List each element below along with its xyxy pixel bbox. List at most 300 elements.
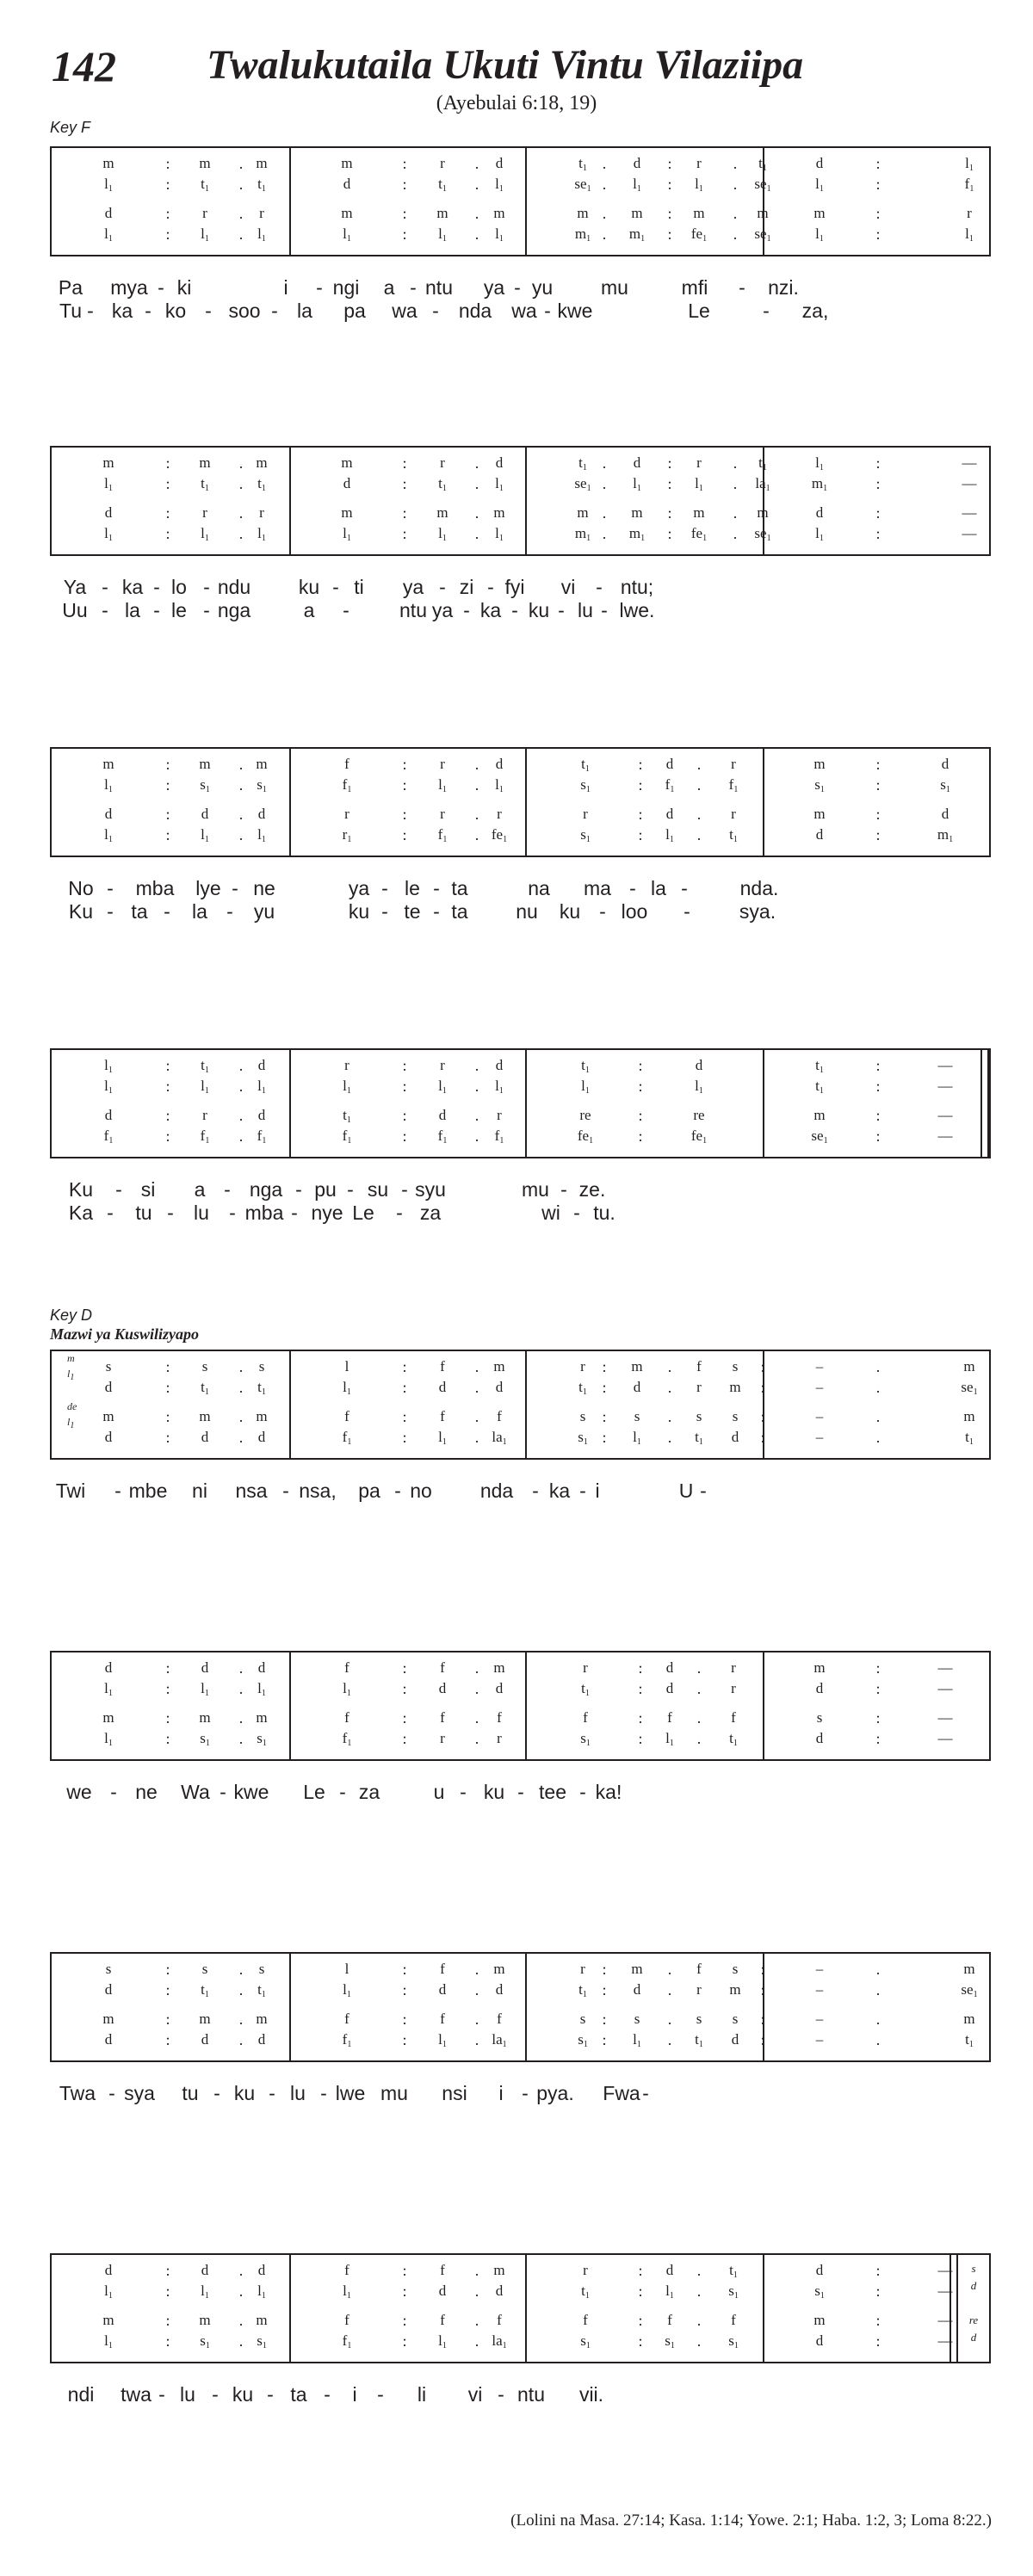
hyphen: -: [684, 900, 690, 923]
beat-separator: .: [238, 2031, 244, 2048]
beat-separator: .: [238, 1429, 244, 1446]
solfa-note: m: [102, 2312, 114, 2328]
solfa-note: $t_1$: [343, 1107, 351, 1125]
beat-separator: .: [474, 1659, 479, 1677]
hyphen: -: [213, 2082, 220, 2104]
beat-separator: :: [165, 1961, 170, 1978]
voice-row-2: [52, 475, 989, 497]
beat-separator: .: [474, 2332, 479, 2350]
beat-separator: .: [474, 776, 479, 794]
lyric-syllable: U: [678, 1480, 694, 1502]
solfa-note: d: [257, 1107, 266, 1123]
solfa-note: m: [199, 1408, 211, 1424]
lyric-syllable: ka: [121, 576, 144, 598]
solfa-note: f: [344, 2312, 349, 2328]
solfa-note: d: [343, 176, 351, 192]
beat-separator: :: [875, 504, 881, 522]
solfa-note: d: [257, 2262, 266, 2278]
solfa-note: s: [732, 1408, 739, 1424]
solfa-note: –: [815, 1379, 824, 1395]
lyric-syllable: Ya: [63, 576, 87, 598]
beat-separator: :: [165, 1057, 170, 1074]
solfa-note: $l_1$: [965, 155, 974, 173]
beat-separator: :: [165, 1429, 170, 1446]
lyric-syllable: la: [651, 877, 666, 899]
beat-separator: :: [602, 1961, 607, 1978]
solfa-note: –: [815, 1408, 824, 1424]
beat-separator: .: [733, 454, 738, 472]
solfa-note: $t_1$: [581, 756, 590, 774]
solfa-note: d: [104, 806, 113, 822]
solfa-note: m: [256, 155, 268, 171]
key-signature-d: Key D: [50, 1307, 93, 1324]
lyric-syllable: zi: [459, 576, 474, 598]
solfa-note: $t_1$: [695, 2031, 703, 2049]
lyric-syllable: mba: [244, 1202, 284, 1224]
voice-row-4: [52, 1127, 987, 1150]
solfa-note: $se_1$: [574, 475, 591, 493]
hyphen: -: [463, 599, 470, 621]
lyric-syllable: Wa: [181, 1781, 210, 1803]
beat-separator: .: [602, 155, 607, 172]
beat-separator: .: [875, 1358, 881, 1375]
solfa-note: s: [201, 1961, 208, 1977]
beat-separator: :: [165, 2283, 170, 2300]
beat-separator: .: [667, 2011, 672, 2028]
beat-separator: :: [402, 1680, 407, 1697]
lyric-syllable: ntu: [399, 599, 427, 621]
voice-row-1: [52, 2262, 989, 2284]
hyphen: -: [269, 2082, 275, 2104]
solfa-note: $se_1$: [811, 1127, 828, 1146]
solfa-note: f: [440, 1961, 445, 1977]
beat-separator: .: [474, 2031, 479, 2048]
lyric-syllable: li: [417, 2383, 427, 2406]
beat-separator: :: [165, 1730, 170, 1747]
solfa-note: d: [665, 756, 674, 772]
solfa-note: f: [440, 1709, 445, 1726]
solfa-note: m: [631, 1961, 643, 1977]
solfa-note: $t_1$: [438, 176, 447, 194]
beat-separator: :: [875, 525, 881, 542]
voice-row-2: [52, 1379, 989, 1401]
beat-separator: .: [238, 2312, 244, 2329]
beat-separator: .: [602, 475, 607, 492]
hyphen: -: [401, 1178, 408, 1201]
solfa-note: d: [257, 2031, 266, 2048]
beat-separator: :: [165, 2011, 170, 2028]
beat-separator: :: [402, 205, 407, 222]
beat-separator: :: [602, 1358, 607, 1375]
beat-separator: .: [238, 2262, 244, 2279]
beat-separator: :: [165, 475, 170, 492]
solfa-note: d: [665, 806, 674, 822]
voice-row-2: [52, 1680, 989, 1702]
beat-separator: .: [733, 155, 738, 172]
solfa-note: re: [693, 1107, 705, 1123]
beat-separator: .: [474, 1127, 479, 1145]
voice-row-3: [52, 1107, 987, 1129]
solfa-note: $l_1$: [965, 225, 974, 244]
solfa-note: $l_1$: [495, 525, 504, 543]
solfa-note: $l_1$: [257, 225, 266, 244]
solfa-note: r: [202, 1107, 207, 1123]
solfa-note: m: [256, 1408, 268, 1424]
beat-separator: .: [474, 2283, 479, 2300]
beat-separator: :: [165, 2262, 170, 2279]
lyric-syllable: la: [125, 599, 140, 621]
lyric-syllable: we: [66, 1781, 92, 1803]
solfa-note: $l_1$: [104, 776, 113, 794]
solfa-note: f: [696, 1961, 702, 1977]
solfa-note: m: [341, 205, 353, 221]
lyric-syllable: fyi: [504, 576, 525, 598]
solfa-note: $l_1$: [201, 1078, 209, 1096]
solfa-note: m: [577, 504, 589, 521]
lyric-syllable: Twi: [55, 1480, 86, 1502]
solfa-note: $se_1$: [574, 176, 591, 194]
solfa-note: d: [104, 1659, 113, 1676]
beat-separator: :: [402, 1709, 407, 1727]
hyphen: -: [511, 599, 518, 621]
solfa-note: $f_1$: [342, 1127, 352, 1146]
solfa-note: m: [813, 205, 826, 221]
hyphen: -: [573, 1202, 580, 1224]
solfa-note: f: [731, 1709, 736, 1726]
solfa-note: $t_1$: [578, 1379, 587, 1397]
hyphen: -: [87, 300, 94, 322]
beat-separator: .: [238, 1961, 244, 1978]
hyphen: -: [267, 2383, 274, 2406]
beat-separator: :: [402, 1730, 407, 1747]
solfa-note: m: [813, 806, 826, 822]
lyric-syllable: nda.: [739, 877, 779, 899]
beat-separator: .: [602, 176, 607, 193]
solfa-note: $t_1$: [581, 1057, 590, 1075]
lyric-syllable: ku: [348, 900, 370, 923]
beat-separator: :: [875, 475, 881, 492]
music-system-8: [50, 2253, 991, 2406]
solfa-note: $l_1$: [104, 2332, 113, 2351]
lyric-syllable: Tu: [59, 300, 82, 322]
hyphen: -: [203, 576, 210, 598]
solfa-note: r: [731, 1680, 736, 1696]
hyphen: -: [544, 300, 551, 322]
solfa-note: $s_1$: [200, 776, 210, 794]
solfa-note: d: [438, 1981, 447, 1998]
solfa-note: r: [696, 1379, 702, 1395]
beat-separator: .: [238, 1730, 244, 1747]
hyphen: -: [102, 599, 108, 621]
beat-separator: :: [638, 1107, 643, 1124]
solfa-note: f: [344, 2011, 349, 2027]
beat-separator: :: [875, 205, 881, 222]
solfa-note: $l_1$: [495, 1078, 504, 1096]
solfa-note: m: [199, 155, 211, 171]
solfa-note: $f_1$: [665, 776, 675, 794]
hyphen: -: [560, 1178, 567, 1201]
beat-separator: :: [875, 1107, 881, 1124]
beat-separator: :: [402, 454, 407, 472]
solfa-note: $s_1$: [814, 2283, 825, 2301]
solfa-note: r: [497, 1730, 502, 1746]
solfa-note: $l_1$: [343, 1078, 351, 1096]
hyphen: -: [332, 576, 339, 598]
hyphen: -: [514, 276, 521, 299]
solfa-note: m: [631, 504, 643, 521]
solfa-note: d: [201, 1429, 209, 1445]
solfa-note: r: [731, 756, 736, 772]
beat-separator: :: [667, 475, 672, 492]
scripture-reference: (Ayebulai 6:18, 19): [436, 92, 597, 114]
solfa-note: $l_1$: [815, 454, 824, 473]
solfa-note: —: [937, 1730, 953, 1746]
lyric-syllable: ya: [483, 276, 505, 299]
solfa-note: $t_1$: [729, 2262, 738, 2280]
beat-separator: :: [165, 826, 170, 843]
beat-separator: .: [667, 1408, 672, 1425]
beat-separator: :: [165, 806, 170, 823]
lyric-syllable: lye: [195, 877, 221, 899]
solfa-note: d: [495, 1680, 504, 1696]
solfa-note: d: [633, 1981, 641, 1998]
solfa-note: $t_1$: [257, 1379, 266, 1397]
solfa-note: r: [440, 155, 445, 171]
beat-separator: .: [733, 525, 738, 542]
solfa-note: r: [583, 806, 588, 822]
solfa-note: $m_1$: [937, 826, 954, 844]
solfa-note: r: [696, 454, 702, 471]
lyric-syllable: za,: [801, 300, 829, 322]
beat-separator: .: [474, 176, 479, 193]
hyphen: -: [115, 1178, 122, 1201]
beat-separator: :: [602, 1429, 607, 1446]
lyric-syllable: ta: [451, 900, 468, 923]
solfa-note: m: [493, 504, 505, 521]
hyphen: -: [596, 576, 603, 598]
hyphen: -: [522, 2082, 529, 2104]
solfa-note: $l_1$: [343, 2283, 351, 2301]
lyric-syllable: syu: [415, 1178, 446, 1201]
solfa-note: f: [440, 2011, 445, 2027]
beat-separator: :: [165, 2031, 170, 2048]
solfa-note: f: [696, 1358, 702, 1374]
solfa-note: $f_1$: [964, 176, 974, 194]
solfa-note: $s_1$: [257, 776, 267, 794]
solfa-note: r: [440, 454, 445, 471]
solfa-note: $s_1$: [580, 776, 591, 794]
beat-separator: :: [875, 1078, 881, 1095]
beat-separator: .: [238, 475, 244, 492]
hyphen: -: [739, 276, 745, 299]
beat-separator: .: [667, 2031, 672, 2048]
beat-separator: :: [760, 1961, 765, 1978]
lyric-syllable: a: [303, 599, 315, 621]
hyphen: -: [601, 599, 608, 621]
solfa-note: m: [199, 2011, 211, 2027]
beat-separator: .: [733, 504, 738, 522]
solfa-note: —: [937, 2262, 953, 2278]
solfa-note: $f_1$: [200, 1127, 210, 1146]
beat-separator: .: [474, 806, 479, 823]
solfa-note: f: [667, 1709, 672, 1726]
beat-separator: :: [638, 1659, 643, 1677]
solfa-note: s: [258, 1358, 265, 1374]
solfa-note: m: [256, 2011, 268, 2027]
solfa-note: $se_1$: [961, 1379, 978, 1397]
lyric-line-1: [52, 876, 989, 900]
solfa-note: d: [665, 2262, 674, 2278]
beat-separator: .: [238, 155, 244, 172]
lyric-syllable: ta: [131, 900, 148, 923]
solfa-note: $l_1$: [104, 1057, 113, 1075]
section-label: Mazwi ya Kuswilizyapo: [50, 1325, 200, 1343]
beat-separator: :: [402, 2031, 407, 2048]
solfa-note: $l_1$: [257, 1078, 266, 1096]
solfa-note: $s_1$: [940, 776, 950, 794]
solfa-note: $t_1$: [201, 1057, 209, 1075]
solfa-note: s: [201, 1358, 208, 1374]
beat-separator: :: [667, 225, 672, 243]
hyphen: -: [107, 877, 114, 899]
solfa-note: r: [202, 504, 207, 521]
solfa-note: d: [633, 454, 641, 471]
hyphen: -: [487, 576, 494, 598]
beat-separator: .: [238, 1659, 244, 1677]
beat-separator: :: [875, 1709, 881, 1727]
solfa-note: d: [257, 1429, 266, 1445]
beat-separator: .: [474, 205, 479, 222]
hyphen: -: [291, 1202, 298, 1224]
voice-row-4: [52, 826, 989, 849]
beat-separator: .: [238, 776, 244, 794]
beat-separator: :: [638, 1127, 643, 1145]
beat-separator: :: [402, 2283, 407, 2300]
lyric-syllable: ka!: [595, 1781, 622, 1803]
solfa-note: $l_1$: [104, 1078, 113, 1096]
solfa-note: d: [104, 1429, 113, 1445]
beat-separator: :: [402, 2312, 407, 2329]
hyphen: -: [410, 276, 417, 299]
beat-separator: :: [638, 2312, 643, 2329]
solfa-note: $t_1$: [201, 475, 209, 493]
solfa-note: d: [815, 2332, 824, 2349]
solfa-note: –: [815, 2011, 824, 2027]
solfa-note: d: [815, 1730, 824, 1746]
solfa-note: $l_1$: [201, 225, 209, 244]
lyric-syllable: nga: [249, 1178, 283, 1201]
solfa-note: d: [815, 155, 824, 171]
beat-separator: .: [733, 205, 738, 222]
beat-separator: :: [875, 2262, 881, 2279]
beat-separator: .: [238, 225, 244, 243]
solfa-note: $se_1$: [961, 1981, 978, 1999]
lyric-syllable: wa: [511, 300, 537, 322]
beat-separator: :: [602, 2031, 607, 2048]
hyphen: -: [271, 300, 278, 322]
lyric-line-1: [52, 1479, 989, 1503]
beat-separator: .: [238, 1057, 244, 1074]
beat-separator: .: [238, 205, 244, 222]
hyphen: -: [226, 900, 233, 923]
lyric-syllable: Le: [352, 1202, 374, 1224]
beat-separator: :: [875, 176, 881, 193]
solfa-note: m: [493, 1659, 505, 1676]
solfa-note: r: [259, 205, 264, 221]
voice-row-4: [52, 2031, 989, 2054]
solfa-note: $t_1$: [758, 454, 767, 473]
solfa-note: m: [757, 504, 769, 521]
solfa-note: m: [729, 1379, 741, 1395]
solfa-note: $f_1$: [437, 826, 448, 844]
solfa-note: r: [580, 1961, 585, 1977]
solfa-note: $la_1$: [492, 2031, 507, 2049]
solfa-note: d: [257, 1057, 266, 1073]
solfa-note: —: [937, 2283, 953, 2299]
solfa-note: f: [667, 2312, 672, 2328]
lyric-syllable: ndi: [67, 2383, 95, 2406]
hyphen: -: [460, 1781, 467, 1803]
solfa-note: f: [497, 2011, 502, 2027]
solfa-note: $l_1$: [438, 525, 447, 543]
beat-separator: .: [238, 826, 244, 843]
beat-separator: .: [238, 1981, 244, 1998]
solfa-note: $l_1$: [343, 1379, 351, 1397]
solfa-note: s: [696, 2011, 702, 2027]
beat-separator: :: [667, 504, 672, 522]
lyric-syllable: a: [383, 276, 395, 299]
beat-separator: :: [402, 1379, 407, 1396]
lyric-syllable: Le: [688, 300, 710, 322]
solfa-note: s: [579, 1408, 586, 1424]
solfa-note: d: [104, 205, 113, 221]
beat-separator: :: [402, 475, 407, 492]
lyric-syllable: sya: [124, 2082, 155, 2104]
solfa-note: $l_1$: [104, 1680, 113, 1698]
solfa-note: —: [937, 1057, 953, 1073]
music-system-4: [50, 1048, 991, 1224]
solfa-note: $s_1$: [728, 2332, 739, 2351]
beat-separator: .: [602, 454, 607, 472]
hyphen: -: [439, 576, 446, 598]
beat-separator: .: [238, 454, 244, 472]
beat-separator: .: [667, 1429, 672, 1446]
solfa-note: r: [967, 205, 972, 221]
solfa-note: $l_1$: [104, 225, 113, 244]
voice-row-3: [52, 2312, 989, 2334]
lyric-syllable: lu: [194, 1202, 209, 1224]
beat-separator: .: [238, 525, 244, 542]
solfa-note: $se_1$: [754, 176, 771, 194]
solfa-note: m: [256, 454, 268, 471]
lyric-syllable: lu: [290, 2082, 306, 2104]
beat-separator: :: [602, 1981, 607, 1998]
beat-separator: .: [238, 1127, 244, 1145]
solfa-note: $s_1$: [578, 2031, 588, 2049]
lyric-syllable: ntu: [517, 2383, 545, 2406]
lyric-syllable: za: [419, 1202, 442, 1224]
solfa-note: r: [344, 1057, 349, 1073]
lyric-syllable: mbe: [128, 1480, 168, 1502]
solfa-note: —: [962, 454, 977, 471]
beat-separator: .: [875, 2011, 881, 2028]
solfa-note: d: [665, 1680, 674, 1696]
beat-separator: :: [402, 176, 407, 193]
voice-row-4: [52, 1429, 989, 1451]
solfa-note: —: [962, 504, 977, 521]
key-signature-f: Key F: [50, 119, 91, 136]
solfa-note: m: [102, 1408, 114, 1424]
